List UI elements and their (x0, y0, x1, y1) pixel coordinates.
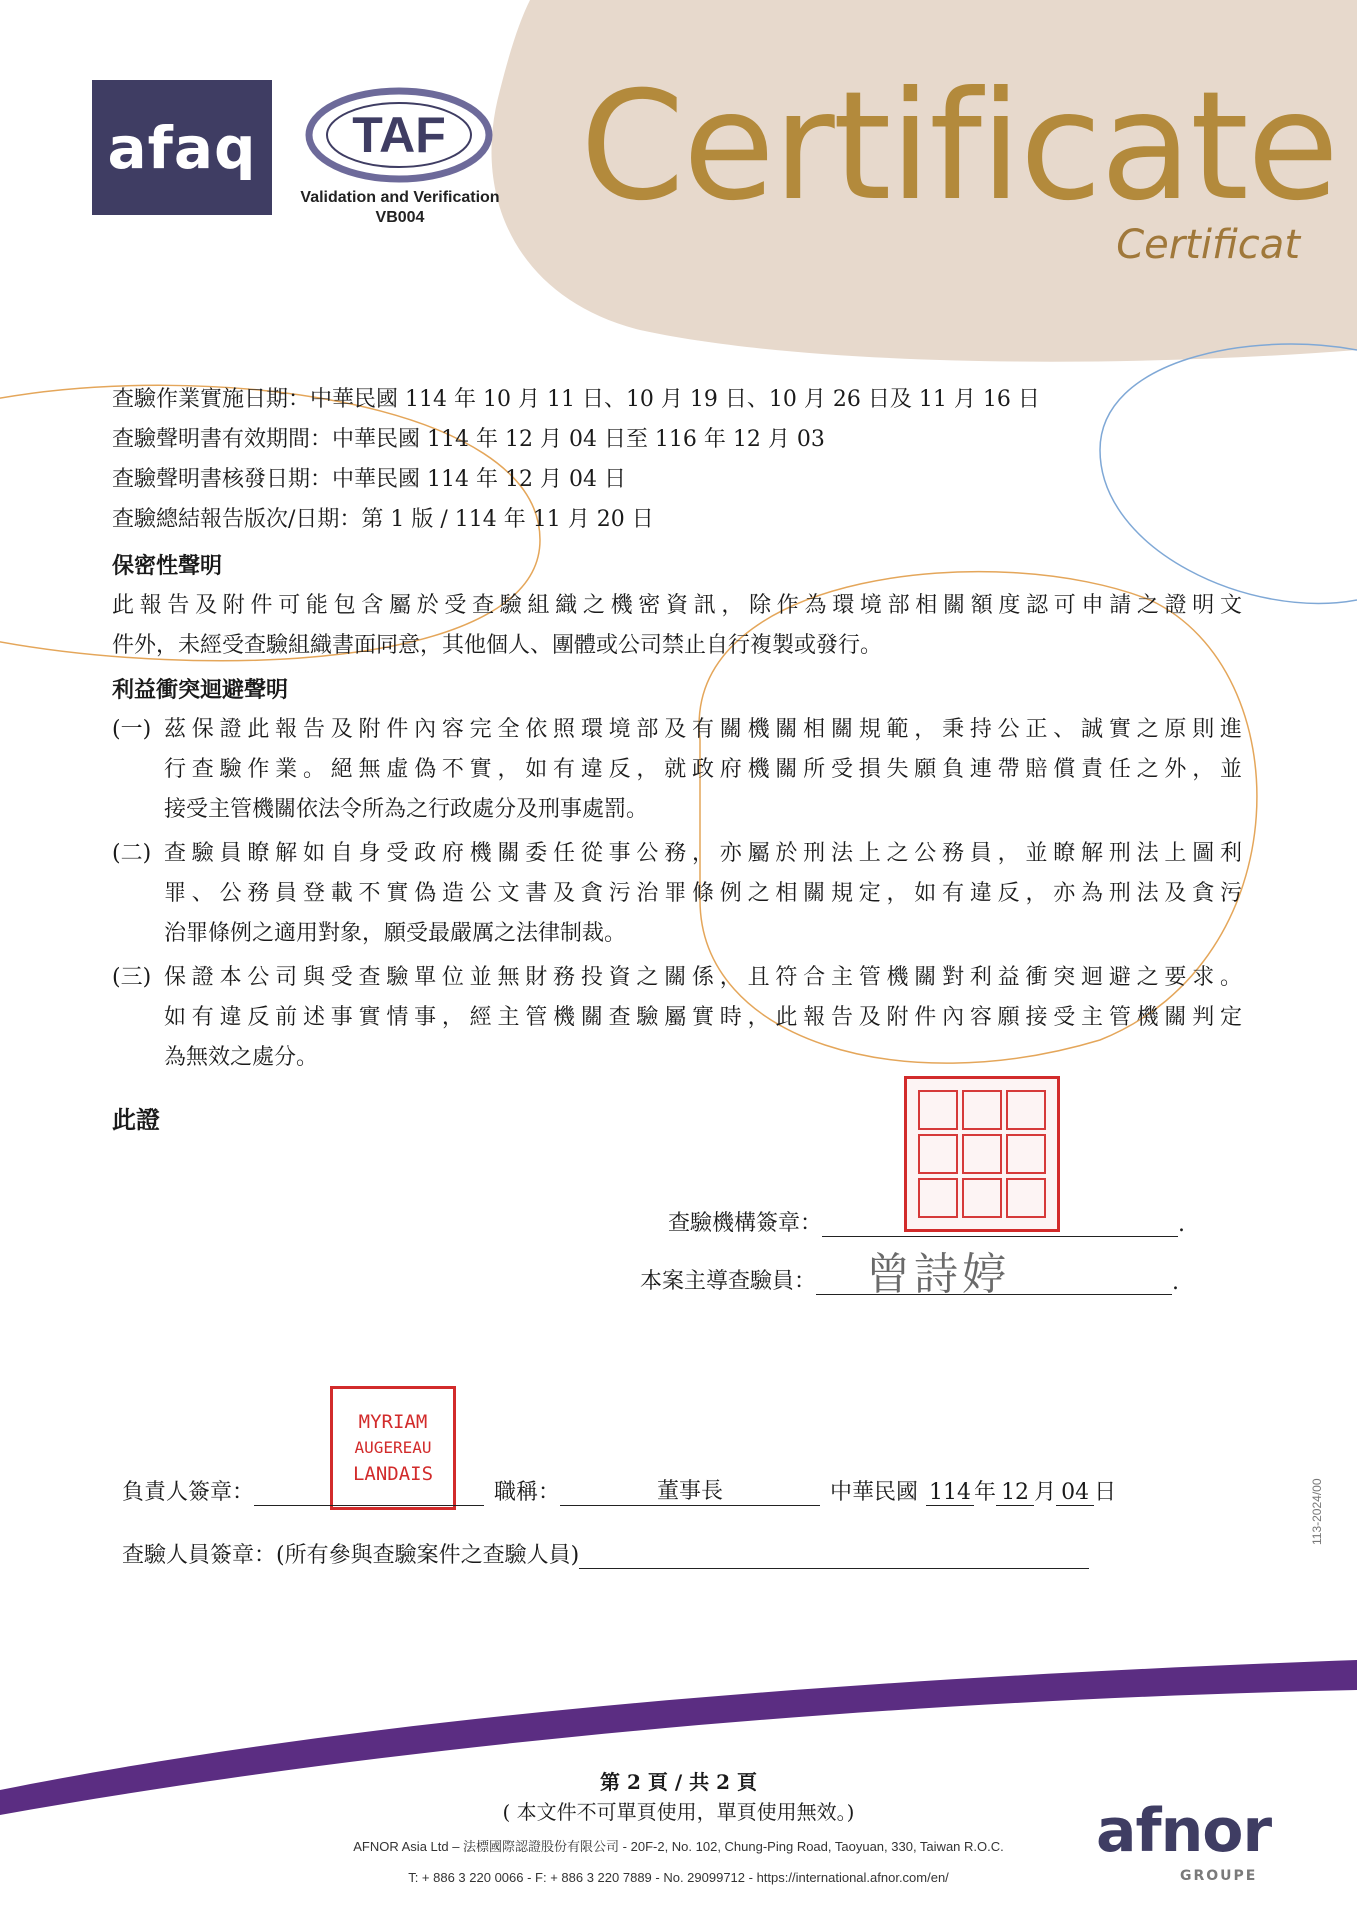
page-number: 第 2 頁 / 共 2 頁 (600, 1770, 757, 1794)
item-line: 查驗員瞭解如自身受政府機關委任從事公務，亦屬於刑法上之公務員，並瞭解刑法上圖利 (164, 841, 1242, 866)
footer-contact: T: + 886 3 220 0066 - F: + 886 3 220 7889 - No. 29099712 - https://international.afnor.com/en/ (408, 1870, 949, 1885)
responsible-signature-line (254, 1475, 484, 1506)
agency-signature-line (822, 1208, 1178, 1237)
inspection-dates: 查驗作業實施日期：中華民國 114 年 10 月 11 日、10 月 19 日、10 月 26 日及 11 月 16 日 (112, 387, 1040, 412)
certificate-details (112, 380, 1242, 540)
lead-inspector-end: . (1172, 1270, 1180, 1295)
responsible-row (122, 1474, 1116, 1506)
staff-signature-line (579, 1538, 1089, 1569)
conflict-section (112, 670, 1242, 1078)
date-day-unit: 日 (1094, 1480, 1117, 1505)
item-line: 行查驗作業。絕無虛偽不實，如有違反，就政府機關所受損失願負連帶賠償責任之外，並 (164, 757, 1242, 782)
conflict-item (112, 834, 1242, 954)
validity-period: 查驗聲明書有效期間：中華民國 114 年 12 月 04 日至 116 年 12 月 03 (112, 427, 825, 452)
staff-signature-label: 查驗人員簽章：(所有參與查驗案件之查驗人員) (122, 1543, 580, 1568)
page-note: ( 本文件不可單頁使用，單頁使用無效。) (502, 1800, 855, 1824)
certificate-title: Certificate (580, 60, 1338, 234)
lead-inspector-label: 本案主導查驗員： (640, 1269, 817, 1294)
date-year-unit: 年 (974, 1480, 997, 1505)
date-month: 12 (996, 1480, 1034, 1506)
agency-signature-end: . (1178, 1212, 1186, 1237)
title-value: 董事長 (560, 1474, 820, 1506)
item-line: 為無效之處分。 (164, 1045, 319, 1070)
agency-signature-row (668, 1206, 1185, 1237)
item-line: 如有違反前述事實情事，經主管機關查驗屬實時，此報告及附件內容願接受主管機關判定 (164, 1005, 1242, 1030)
document-code: 113-2024/00 (1310, 1478, 1324, 1545)
certificate-subtitle: Certificat (1116, 222, 1300, 268)
item-line: 接受主管機關依法令所為之行政處分及刑事處罰。 (164, 797, 649, 822)
lead-inspector-line (816, 1244, 1172, 1300)
attestation: 此證 (112, 1105, 160, 1134)
date-day: 04 (1056, 1480, 1094, 1506)
responsible-label: 負責人簽章： (122, 1480, 255, 1505)
afnor-logo: afnor (1096, 1796, 1272, 1866)
lead-inspector-signature: 曾詩婷 (866, 1249, 1011, 1300)
date-prefix: 中華民國 (830, 1480, 919, 1505)
afnor-logo-subtitle: GROUPE (1180, 1868, 1258, 1884)
conflict-heading: 利益衝突迴避聲明 (112, 677, 289, 703)
confidentiality-line: 此報告及附件可能包含屬於受查驗組織之機密資訊，除作為環境部相關額度認可申請之證明文 (112, 593, 1242, 618)
confidentiality-section (112, 546, 1242, 666)
stamp-line: LANDAIS (352, 1463, 434, 1485)
taf-logo-text: TAF (352, 107, 446, 163)
footer-address: AFNOR Asia Ltd – 法標國際認證股份有限公司 - 20F-2, No. 102, Chung-Ping Road, Taoyuan, 330, Taiwan R.O.C. (353, 1839, 1004, 1854)
confidentiality-heading: 保密性聲明 (112, 553, 223, 579)
report-version: 查驗總結報告版次/日期：第 1 版 / 114 年 11 月 20 日 (112, 507, 654, 532)
item-label: (二) (112, 841, 152, 866)
item-line: 罪、公務員登載不實偽造公文書及貪污治罪條例之相關規定，如有違反，亦為刑法及貪污 (164, 881, 1242, 906)
afaq-logo: afaq (92, 80, 272, 215)
item-label: (三) (112, 965, 152, 990)
item-line: 保證本公司與受查驗單位並無財務投資之關係，且符合主管機關對利益衝突迴避之要求。 (164, 965, 1242, 990)
taf-caption-title: Validation and Verification (300, 189, 500, 206)
date-year: 114 (926, 1480, 974, 1506)
title-label: 職稱： (494, 1480, 561, 1505)
agency-signature-label: 查驗機構簽章： (668, 1211, 823, 1236)
confidentiality-line: 件外，未經受查驗組織書面同意，其他個人、團體或公司禁止自行複製或發行。 (112, 633, 883, 658)
staff-signature-row (122, 1538, 1089, 1569)
lead-inspector-row (640, 1244, 1180, 1300)
taf-logo (304, 86, 494, 184)
item-label: (一) (112, 717, 152, 742)
stamp-line: MYRIAM (358, 1411, 428, 1433)
conflict-item (112, 710, 1242, 830)
taf-caption-code: VB004 (375, 209, 425, 226)
item-line: 茲保證此報告及附件內容完全依照環境部及有關機關相關規範，秉持公正、誠實之原則進 (164, 717, 1242, 742)
taf-caption (290, 188, 510, 228)
conflict-item (112, 958, 1242, 1078)
stamp-line: AUGEREAU (354, 1438, 432, 1457)
issue-date: 查驗聲明書核發日期：中華民國 114 年 12 月 04 日 (112, 467, 626, 492)
item-line: 治罪條例之適用對象，願受最嚴厲之法律制裁。 (164, 921, 627, 946)
date-month-unit: 月 (1034, 1480, 1057, 1505)
